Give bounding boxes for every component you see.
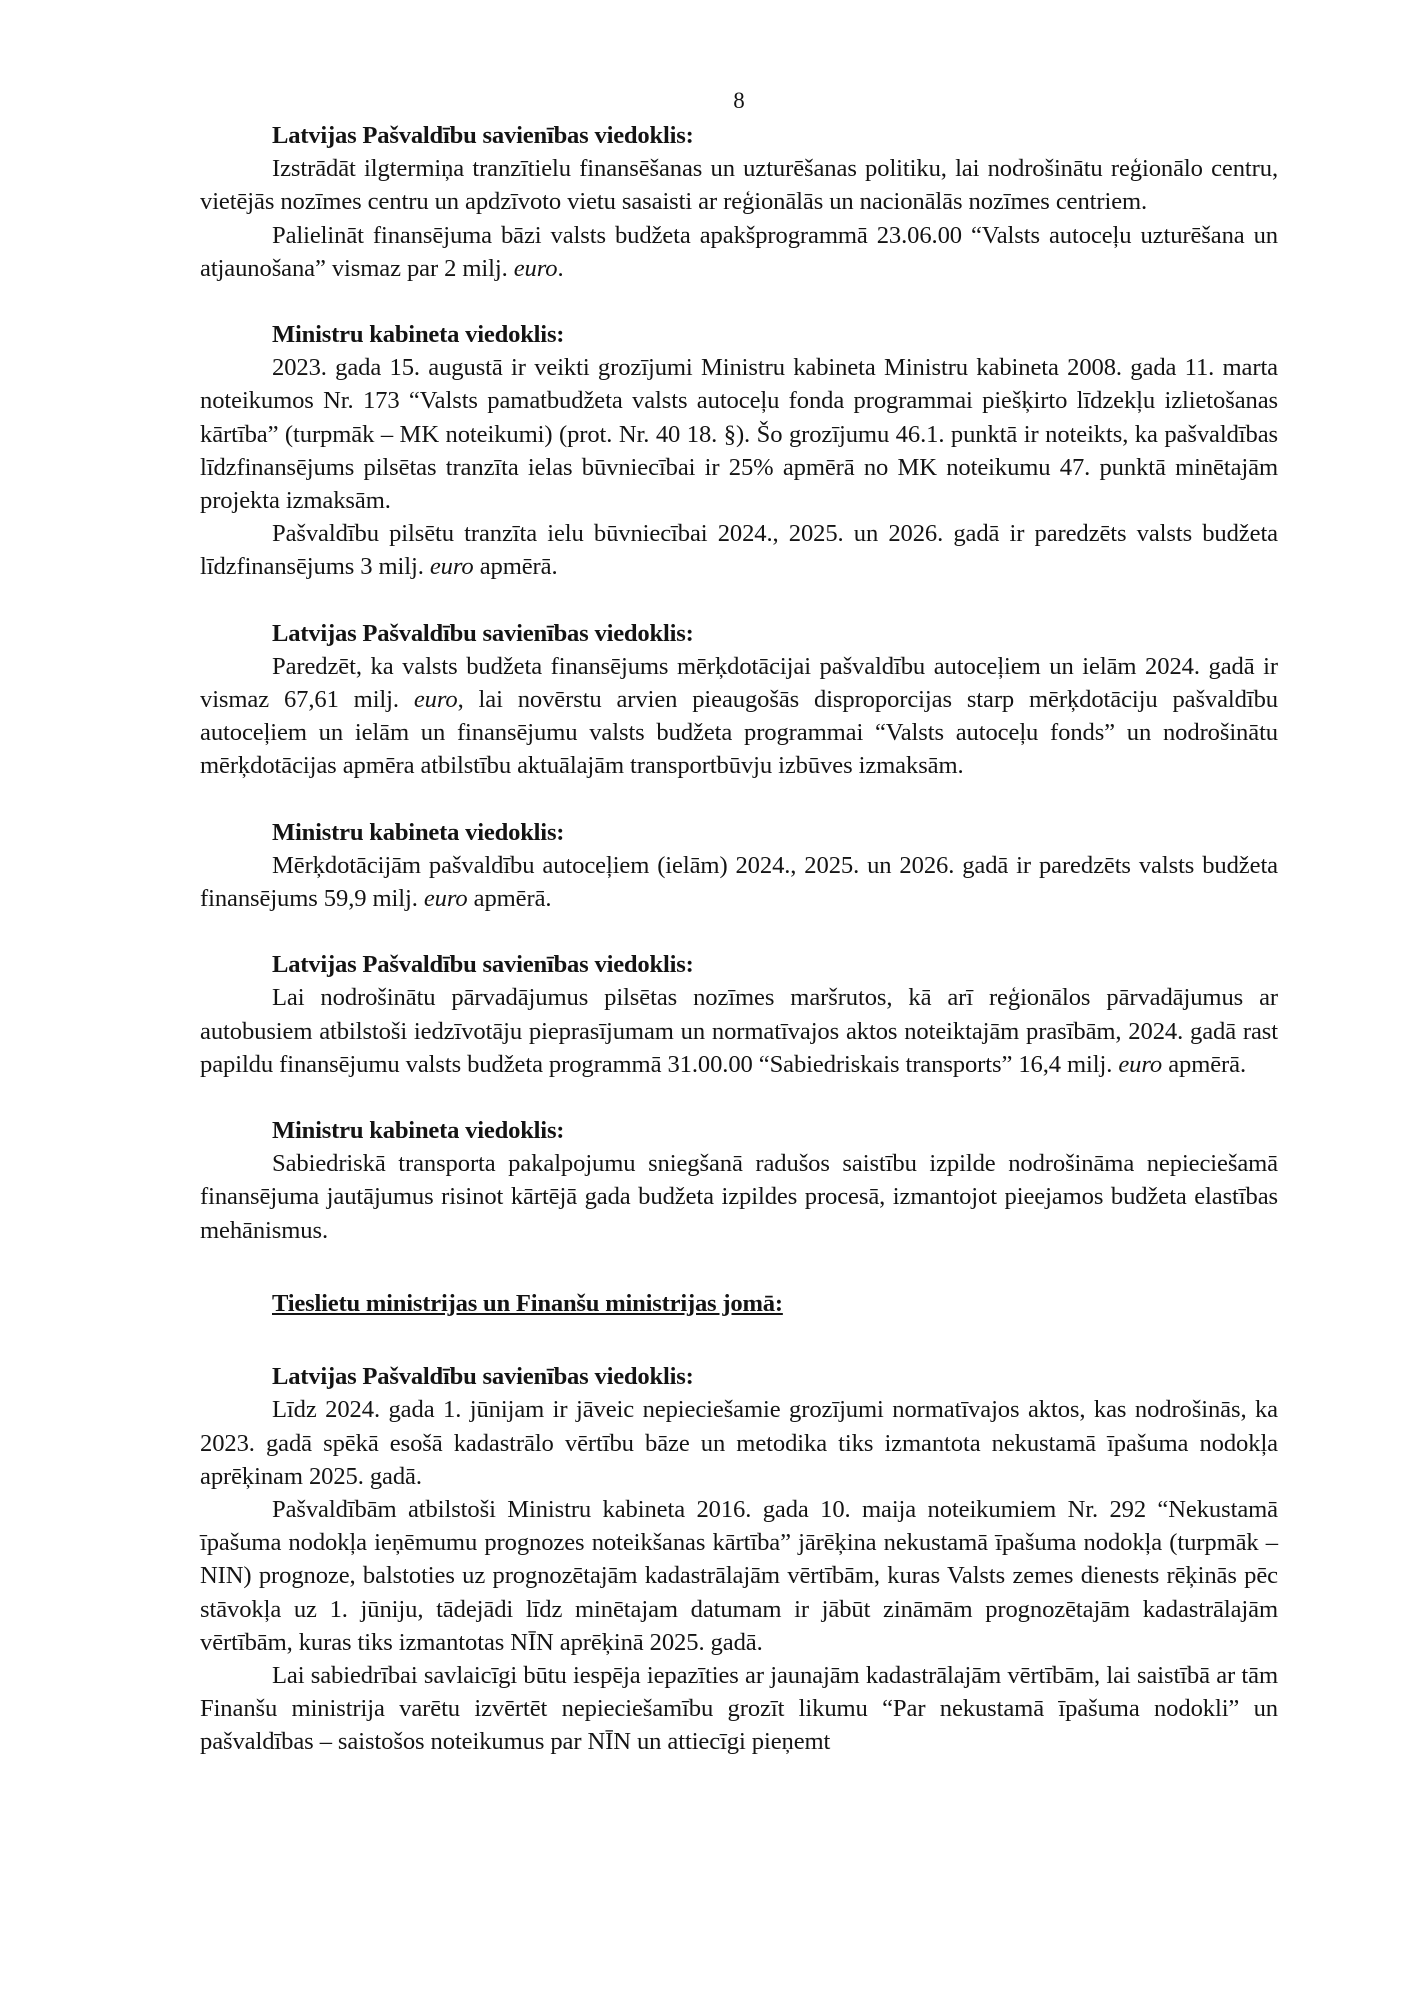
lps-opinion-heading: Latvijas Pašvaldību savienības viedoklis: (272, 951, 694, 979)
spacer (200, 1081, 1278, 1114)
paragraph (200, 219, 1278, 285)
spacer (200, 915, 1278, 948)
paragraph-text: , lai novērstu arvien pieaugošās disproporcijas starp mērķdotāciju pašvaldību autoceļiem un ielām un finansējumu valsts budžeta programmai “Valsts autoceļu fonds” un nodrošinātu mērķdotācijas apmēra atbilstību aktuālajām transportbūvju izbūves izmaksām. (200, 686, 1278, 780)
spacer (200, 1247, 1278, 1287)
paragraph (200, 517, 1278, 583)
paragraph-text: Lai sabiedrībai savlaicīgi būtu iespēja iepazīties ar jaunajām kadastrālajām vērtībām, lai saistībā ar tām Finanšu ministrija varētu izvērtēt nepieciešamību grozīt likumu “Par nekustamā īpašuma nodokli” un pašvaldības – saistošos noteikumus par NĪN un attiecīgi pieņemt (200, 1661, 1278, 1756)
mk-opinion-heading: Ministru kabineta viedoklis: (272, 321, 565, 349)
paragraph-text: . (557, 254, 564, 282)
section-title: Tieslietu ministrijas un Finanšu ministrijas jomā: (272, 1289, 783, 1317)
paragraph-text: 2023. gada 15. augustā ir veikti grozījumi Ministru kabineta Ministru kabineta 2008. gada 11. marta noteikumos Nr. 173 “Valsts pamatbudžeta valsts autoceļu fonda programmai piešķirto līdzekļu izlietošanas kārtība” (turpmāk – MK noteikumi) (prot. Nr. 40 18. §). Šo grozījumu 46.1. punktā ir noteikts, ka pašvaldības līdzfinansējums pilsētas tranzīta ielas būvniecībai ir 25% apmērā no MK noteikumu 47. punktā minētajām projekta izmaksām. (200, 354, 1278, 515)
paragraph-text: Lai nodrošinātu pārvadājumus pilsētas nozīmes maršrutos, kā arī reģionālos pārvadājumus ar autobusiem atbilstoši iedzīvotāju pieprasījumam un normatīvajos aktos noteiktajām prasībām, 2024. gadā rast papildu finansējumu valsts budžeta programmā 31.00.00 “Sabiedriskais transports” 16,4 milj. (200, 984, 1278, 1078)
italic-term: euro (423, 885, 468, 913)
paragraph (200, 351, 1278, 517)
paragraph-text: Paredzēt, ka valsts budžeta finansējums mērķdotācijai pašvaldību autoceļiem un ielām 2024. gadā ir vismaz 67,61 milj. (200, 652, 1278, 714)
paragraph (200, 1147, 1278, 1247)
spacer (200, 584, 1278, 617)
spacer (200, 285, 1278, 318)
paragraph-text: Palielināt finansējuma bāzi valsts budžeta apakšprogrammā 23.06.00 “Valsts autoceļu uzturēšana un atjaunošana” vismaz par 2 milj. (200, 221, 1278, 282)
spacer (200, 1320, 1278, 1360)
paragraph (200, 849, 1278, 915)
paragraph-text: Līdz 2024. gada 1. jūnijam ir jāveic nepieciešamie grozījumi normatīvajos aktos, kas nodrošinās, ka 2023. gadā spēkā esošā kadastrālo vērtību bāze un metodika tiks izmantota nekustamā īpašuma nodokļa aprēķinam 2025. gadā. (200, 1396, 1278, 1490)
paragraph-text: Pašvaldībām atbilstoši Ministru kabineta 2016. gada 10. maija noteikumiem Nr. 292 “Nekustamā īpašuma nodokļa ieņēmumu prognozes noteikšanas kārtība” jārēķina nekustamā īpašuma nodokļa (turpmāk – NIN) prognoze, balstoties uz prognozētajām kadastrālajām vērtībām, kuras Valsts zemes dienests rēķinās pēc stāvokļa uz 1. jūniju, tādejādi līdz minētajam datumam ir jābūt zināmām prognozētajām kadastrālajām vērtībām, kuras tiks izmantotas NĪN aprēķinā 2025. gadā. (200, 1495, 1278, 1656)
paragraph (200, 1393, 1278, 1493)
paragraph (200, 1493, 1278, 1659)
paragraph-text: Pašvaldību pilsētu tranzīta ielu būvniecībai 2024., 2025. un 2026. gadā ir paredzēts valsts budžeta līdzfinansējums 3 milj. (200, 520, 1278, 581)
mk-opinion-heading: Ministru kabineta viedoklis: (272, 818, 565, 846)
spacer (200, 783, 1278, 816)
italic-term: euro (429, 553, 474, 581)
paragraph-text: apmērā. (1162, 1050, 1247, 1078)
italic-term: euro (1118, 1050, 1163, 1078)
paragraph-text: Sabiedriskā transporta pakalpojumu sniegšanā radušos saistību izpilde nodrošināma nepieciešamā finansējuma jautājumus risinot kārtējā gada budžeta izpildes procesā, izmantojot pieejamos budžeta elastības mehānismus. (200, 1150, 1278, 1244)
paragraph (200, 152, 1278, 218)
lps-opinion-heading: Latvijas Pašvaldību savienības viedoklis: (272, 1363, 694, 1391)
document-body (200, 119, 1278, 1759)
paragraph (200, 981, 1278, 1081)
lps-opinion-heading: Latvijas Pašvaldību savienības viedoklis: (272, 122, 694, 149)
italic-term: euro (513, 254, 558, 282)
page-number: 8 (733, 88, 745, 113)
lps-opinion-heading: Latvijas Pašvaldību savienības viedoklis: (272, 619, 694, 647)
paragraph-text: Izstrādāt ilgtermiņa tranzītielu finansēšanas un uzturēšanas politiku, lai nodrošinātu reģionālo centru, vietējās nozīmes centru un apdzīvoto vietu sasaisti ar reģionālās un nacionālās nozīmes centriem. (200, 155, 1278, 216)
italic-term: euro (413, 686, 458, 714)
paragraph (200, 650, 1278, 783)
paragraph (200, 1659, 1278, 1759)
mk-opinion-heading: Ministru kabineta viedoklis: (272, 1117, 565, 1145)
paragraph-text: apmērā. (473, 553, 558, 581)
paragraph-text: Mērķdotācijām pašvaldību autoceļiem (ielām) 2024., 2025. un 2026. gadā ir paredzēts valsts budžeta finansējums 59,9 milj. (200, 851, 1278, 913)
paragraph-text: apmērā. (467, 885, 552, 913)
